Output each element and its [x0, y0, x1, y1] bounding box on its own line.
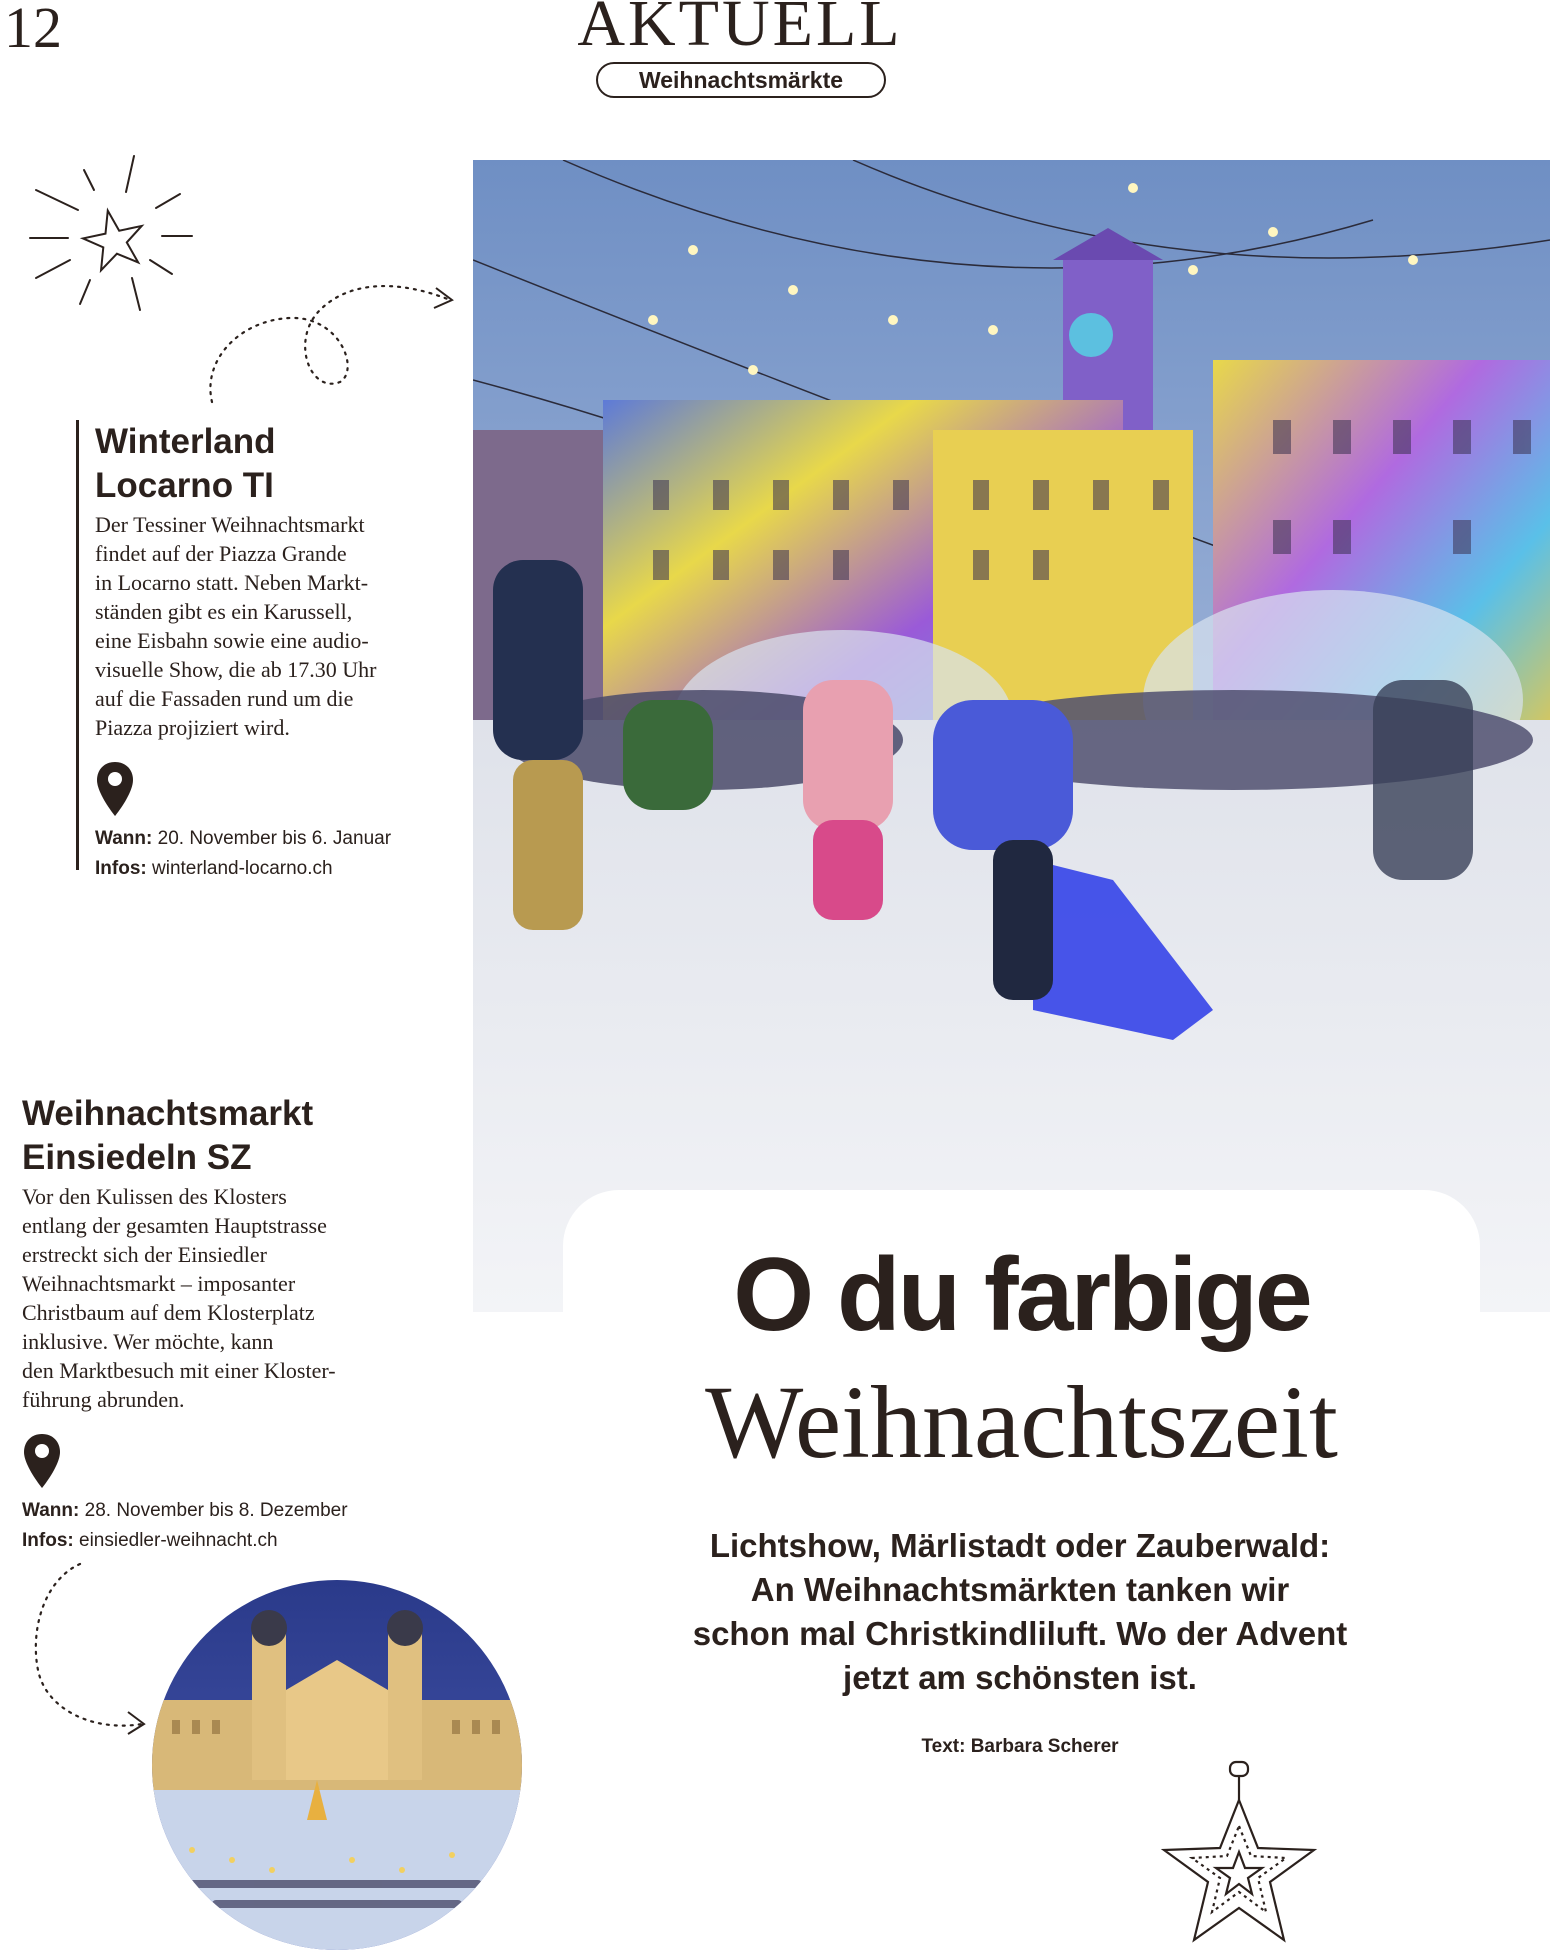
info-link[interactable]: winterland-locarno.ch [152, 858, 333, 879]
page-number: 12 [4, 0, 62, 60]
info-link[interactable]: einsiedler-weihnacht.ch [79, 1530, 278, 1551]
entry-winterland-locarno [76, 420, 455, 879]
entry-body [22, 1182, 442, 1414]
info-label: Infos: [22, 1530, 74, 1551]
when-row [95, 824, 455, 854]
lead-line: schon mal Christkindliluft. Wo der Advent [692, 1615, 1348, 1652]
body-line: Piazza projiziert wird. [95, 715, 290, 740]
lead-paragraph [660, 1524, 1380, 1700]
einsiedeln-monastery-photo [152, 1580, 522, 1950]
entry-meta [95, 824, 455, 884]
info-label: Infos: [95, 858, 147, 879]
dotted-arrow-icon [200, 270, 460, 410]
location-pin-icon [95, 760, 135, 818]
headline-line-2: Weihnachtszeit [705, 1365, 1338, 1480]
entry-title-line: Weihnachtsmarkt [22, 1094, 314, 1133]
entry-title [95, 420, 455, 508]
body-line: den Marktbesuch mit einer Kloster- [22, 1358, 336, 1383]
body-line: in Locarno statt. Neben Markt- [95, 570, 369, 595]
entry-body [95, 510, 455, 742]
headline-line-1: O du farbige [733, 1237, 1310, 1353]
entry-weihnachtsmarkt-einsiedeln [22, 1092, 442, 1556]
lead-line: jetzt am schönsten ist. [843, 1659, 1197, 1696]
body-line: visuelle Show, die ab 17.30 Uhr [95, 657, 377, 682]
body-line: Vor den Kulissen des Klosters [22, 1184, 287, 1209]
entry-title-line: Winterland [95, 422, 276, 461]
body-line: findet auf der Piazza Grande [95, 541, 347, 566]
body-line: ständen gibt es ein Karussell, [95, 599, 353, 624]
body-line: Weihnachtsmarkt – imposanter [22, 1271, 296, 1296]
info-row [95, 854, 455, 884]
section-title: AKTUELL [577, 0, 903, 60]
hero-photo-ice-rink [473, 160, 1550, 1312]
dotted-arrow-icon [24, 1560, 154, 1740]
when-label: Wann: [95, 828, 153, 849]
entry-title [22, 1092, 442, 1180]
lead-line: Lichtshow, Märlistadt oder Zauberwald: [709, 1527, 1331, 1564]
when-value: 28. November bis 8. Dezember [84, 1500, 348, 1521]
info-row [22, 1526, 442, 1556]
entry-meta [22, 1496, 442, 1556]
lead-line: An Weihnachtsmärkten tanken wir [750, 1571, 1290, 1608]
body-line: Christbaum auf dem Klosterplatz [22, 1300, 315, 1325]
location-pin-icon [22, 1432, 62, 1490]
author-credit: Text: Barbara Scherer [921, 1736, 1119, 1757]
when-row [22, 1496, 442, 1526]
when-value: 20. November bis 6. Januar [157, 828, 392, 849]
entry-title-line: Locarno TI [95, 466, 274, 505]
body-line: inklusive. Wer möchte, kann [22, 1329, 274, 1354]
body-line: führung abrunden. [22, 1387, 185, 1412]
body-line: eine Eisbahn sowie eine audio- [95, 628, 369, 653]
body-line: auf die Fassaden rund um die [95, 686, 354, 711]
subsection-pill: Weihnachtsmärkte [596, 62, 886, 98]
body-line: Der Tessiner Weihnachtsmarkt [95, 512, 365, 537]
when-label: Wann: [22, 1500, 80, 1521]
star-burst-icon [22, 148, 202, 318]
body-line: erstreckt sich der Einsiedler [22, 1242, 267, 1267]
body-line: entlang der gesamten Hauptstrasse [22, 1213, 327, 1238]
entry-title-line: Einsiedeln SZ [22, 1138, 252, 1177]
star-ornament-icon [1154, 1760, 1324, 1949]
